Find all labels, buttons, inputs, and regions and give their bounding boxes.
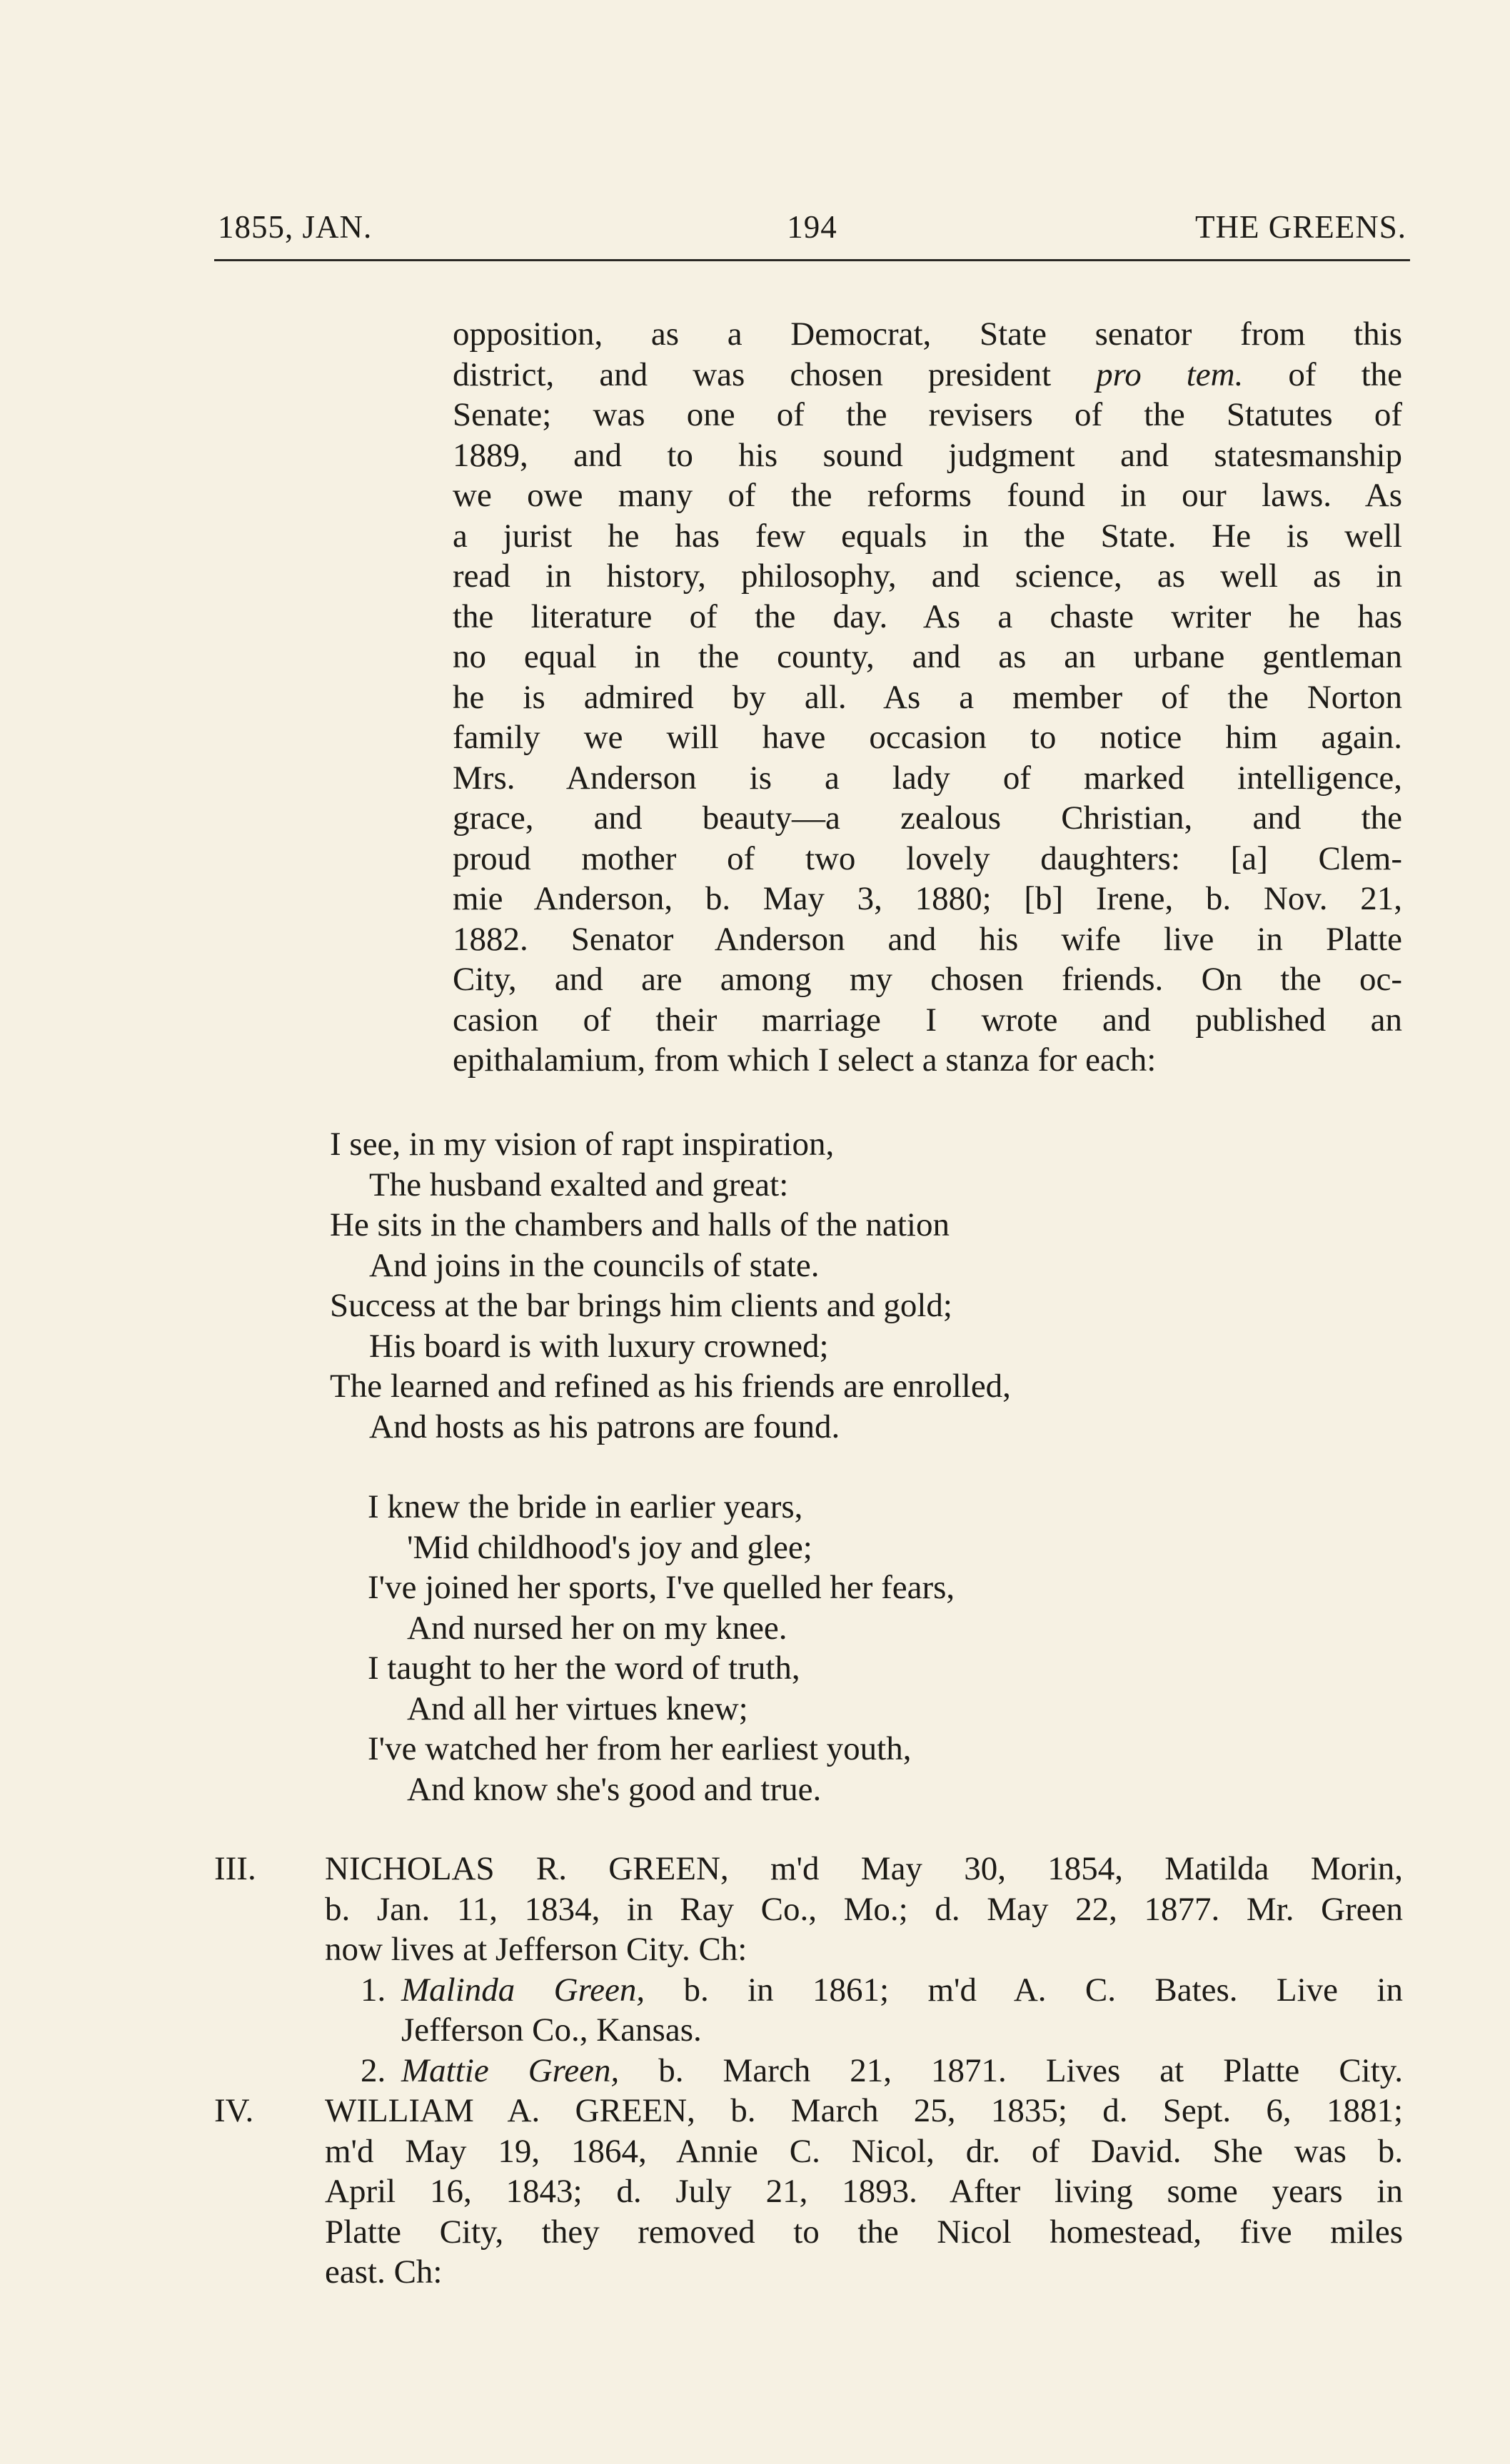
prose-line: mie Anderson, b. May 3, 1880; [b] Irene, b. Nov. 21, (453, 880, 1402, 917)
entry-iii-line-3 (214, 1929, 1403, 1970)
entry-iv-text: m'd May 19, 1864, Annie C. Nicol, dr. of David. She was b. (325, 2132, 1403, 2170)
entry-iii-text: b. Jan. 11, 1834, in Ray Co., Mo.; d. May 22, 1877. Mr. Green (325, 1890, 1403, 1928)
header-rule (214, 259, 1410, 261)
prose-line: epithalamium, from which I select a stanza for each: (453, 1041, 1157, 1079)
verse-line: I knew the bride in earlier years, (368, 1488, 803, 1525)
entry-iv-line-4 (214, 2212, 1403, 2253)
child-text: Jefferson Co., Kansas. (401, 2011, 702, 2049)
prose-line: 1889, and to his sound judgment and statesmanship (453, 436, 1402, 474)
prose-line: proud mother of two lovely daughters: [a] Clem- (453, 839, 1402, 877)
entry-iii-text: now lives at Jefferson City. Ch: (325, 1931, 748, 1968)
verse-line: 'Mid childhood's joy and glee; (407, 1528, 812, 1566)
verse-line: The learned and refined as his friends are enrolled, (330, 1368, 1011, 1405)
verse-line: And nursed her on my knee. (407, 1609, 787, 1647)
verse-line: I taught to her the word of truth, (368, 1650, 800, 1687)
prose-line: grace, and beauty—a zealous Christian, and the (453, 799, 1402, 837)
prose-line: he is admired by all. As a member of the Norton (453, 678, 1402, 716)
entry-iii-number: III. (214, 1850, 256, 1887)
prose-line: family we will have occasion to notice him again. (453, 719, 1402, 756)
prose-line: the literature of the day. As a chaste writer he has (453, 597, 1402, 635)
child-number: 2. (361, 2051, 386, 2089)
entry-iv-text: east. Ch: (325, 2253, 443, 2291)
entry-iv-line-1 (214, 2091, 1403, 2131)
page-number: 194 (787, 209, 837, 245)
child-text (401, 2051, 1403, 2091)
running-header (218, 208, 1406, 251)
child-details: b. March 21, 1871. Lives at Platte City. (619, 2051, 1403, 2089)
prose-line: a jurist he has few equals in the State. He is well (453, 517, 1402, 555)
prose-line: district, and was chosen president pro tem. of the (453, 355, 1402, 393)
prose-line: we owe many of the reforms found in our laws. As (453, 477, 1402, 514)
verse-line: His board is with luxury crowned; (369, 1327, 829, 1365)
entry-iv-line-2 (214, 2131, 1403, 2172)
child-text (401, 1970, 1403, 2011)
entry-iii-text: NICHOLAS R. GREEN, m'd May 30, 1854, Matilda Morin, (325, 1850, 1403, 1887)
child-number: 1. (361, 1971, 386, 2009)
prose-line: no equal in the county, and as an urbane gentleman (453, 638, 1402, 675)
verse-stanza-husband (330, 1124, 1011, 1447)
prose-paragraph (453, 314, 1402, 1081)
verse-line: I've joined her sports, I've quelled her fears, (368, 1569, 955, 1606)
entry-iii-line-2 (214, 1889, 1403, 1930)
child-entry-mattie (214, 2051, 1403, 2091)
child-entry-malinda (214, 1970, 1403, 2011)
child-name: Mattie Green, (401, 2051, 620, 2089)
entry-iv-text: April 16, 1843; d. July 21, 1893. After living some years in (325, 2173, 1403, 2210)
verse-line: And all her virtues knew; (407, 1690, 748, 1727)
prose-line: City, and are among my chosen friends. On the oc- (453, 961, 1402, 998)
verse-line: And know she's good and true. (407, 1770, 822, 1808)
verse-stanza-bride (368, 1487, 955, 1809)
prose-line: Senate; was one of the revisers of the Statutes of (453, 396, 1402, 433)
entry-iv-number: IV. (214, 2092, 254, 2129)
child-entry-malinda-cont (214, 2010, 1403, 2051)
entry-iv-line-3 (214, 2171, 1403, 2212)
prose-line: 1882. Senator Anderson and his wife live in Platte (453, 920, 1402, 958)
entry-iv-text: WILLIAM A. GREEN, b. March 25, 1835; d. Sept. 6, 1881; (325, 2092, 1403, 2129)
header-title: THE GREENS. (1195, 209, 1406, 245)
verse-line: And hosts as his patrons are found. (369, 1408, 840, 1445)
verse-line: And joins in the councils of state. (369, 1246, 820, 1284)
child-details: b. in 1861; m'd A. C. Bates. Live in (645, 1971, 1403, 2009)
entry-iii-line-1 (214, 1849, 1403, 1889)
prose-line: casion of their marriage I wrote and published an (453, 1001, 1402, 1039)
prose-line: opposition, as a Democrat, State senator from this (453, 315, 1402, 353)
verse-line: I've watched her from her earliest youth, (368, 1730, 912, 1767)
child-name: Malinda Green, (401, 1971, 645, 2009)
verse-line: I see, in my vision of rapt inspiration, (330, 1126, 835, 1163)
prose-line: read in history, philosophy, and science, as well as in (453, 557, 1402, 595)
entry-iv-line-5 (214, 2252, 1403, 2293)
header-date: 1855, JAN. (218, 209, 373, 245)
genealogy-entries (214, 1849, 1403, 2293)
latin-phrase: pro tem. (1096, 355, 1244, 393)
verse-line: Success at the bar brings him clients and gold; (330, 1287, 952, 1324)
entry-iv-text: Platte City, they removed to the Nicol homestead, five miles (325, 2213, 1403, 2251)
verse-line: He sits in the chambers and halls of the nation (330, 1206, 950, 1243)
prose-line: Mrs. Anderson is a lady of marked intelligence, (453, 759, 1402, 797)
verse-line: The husband exalted and great: (369, 1166, 789, 1203)
